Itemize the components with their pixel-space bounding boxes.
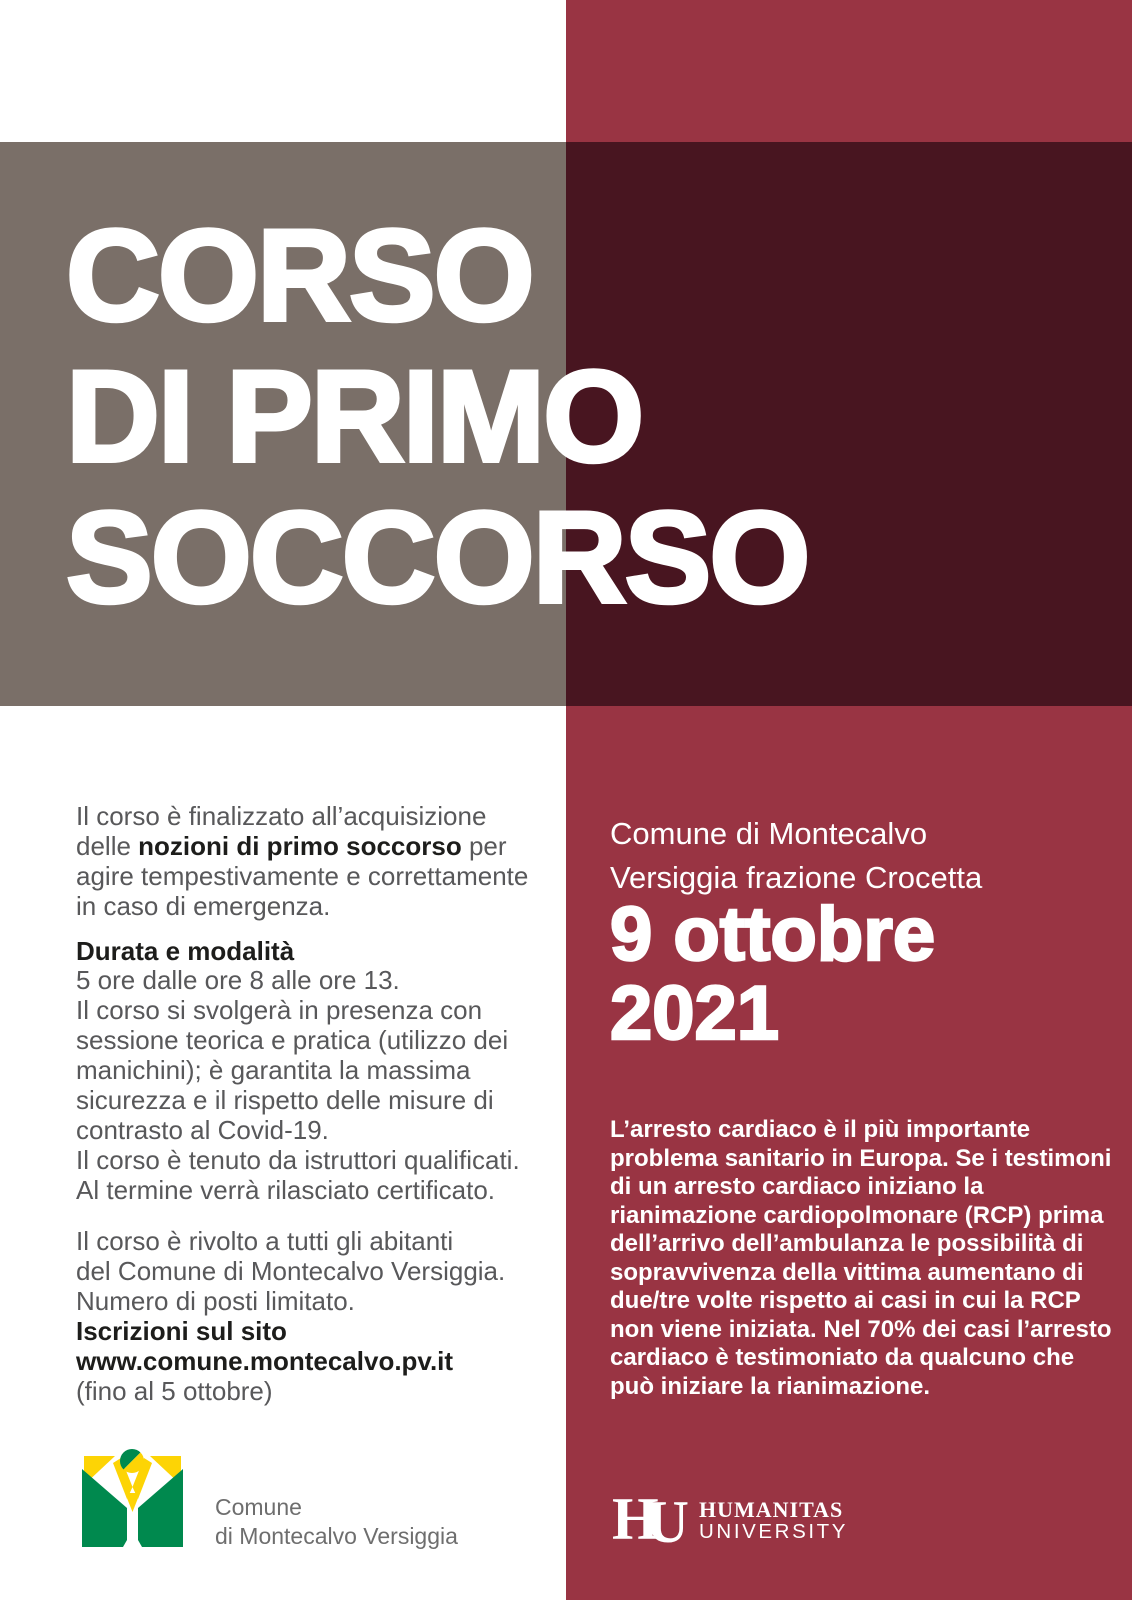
rbody-line: due/tre volte rispetto ai casi in cui la RCP: [610, 1287, 1081, 1314]
duration-line: 5 ore dalle ore 8 alle ore 13.: [76, 965, 400, 995]
poster-title: [66, 202, 809, 630]
date-line: 2021: [610, 971, 780, 1056]
event-date: [610, 892, 936, 1056]
intro-line-pre: delle: [76, 831, 139, 861]
signup-heading: Iscrizioni sul sito: [76, 1316, 287, 1346]
duration-line: manichini); è garantita la massima: [76, 1055, 471, 1085]
title-line-2: DI PRIMO: [66, 343, 643, 489]
duration-line: Il corso è tenuto da istruttori qualificati.: [76, 1145, 520, 1175]
municipality-name-line: Comune: [215, 1494, 302, 1520]
monogram-h: H: [612, 1486, 659, 1552]
humanitas-university-logo: [612, 1486, 849, 1555]
duration-line: Il corso si svolgerà in presenza con: [76, 995, 483, 1025]
top-right-red-band: [566, 0, 1132, 142]
rbody-line: di un arresto cardiaco iniziano la: [610, 1173, 984, 1200]
location-line: Versiggia frazione Crocetta: [610, 860, 983, 895]
humanitas-hu-monogram-icon: [612, 1486, 690, 1555]
monogram-u: U: [645, 1489, 690, 1555]
rbody-line: cardiaco è testimoniato da qualcuno che: [610, 1344, 1075, 1371]
rbody-line: problema sanitario in Europa. Se i testimoni: [610, 1144, 1112, 1172]
rbody-line: sopravvivenza della vittima aumentano di: [610, 1258, 1084, 1286]
intro-line-bold: nozioni di primo soccorso: [138, 831, 462, 861]
intro-line: [76, 831, 528, 861]
title-line-3: SOCCORSO: [66, 484, 809, 630]
humanitas-logo-words: [699, 1499, 848, 1543]
event-location: [610, 812, 982, 900]
rbody-line: rianimazione cardiopolmonare (RCP) prima: [610, 1201, 1104, 1229]
audience-paragraph: [76, 1226, 505, 1406]
duration-heading: Durata e modalità: [76, 936, 295, 966]
duration-paragraph: [76, 965, 520, 1205]
duration-line: Al termine verrà rilasciato certificato.: [76, 1175, 496, 1205]
rbody-line: può iniziare la rianimazione.: [610, 1372, 931, 1400]
humanitas-word: HUMANITAS: [699, 1497, 844, 1522]
audience-line: del Comune di Montecalvo Versiggia.: [76, 1256, 506, 1286]
title-line-1: CORSO: [66, 202, 533, 348]
intro-line: agire tempestivamente e correttamente: [76, 861, 529, 891]
rbody-line: L’arresto cardiaco è il più importante: [610, 1116, 1031, 1143]
location-line: Comune di Montecalvo: [610, 816, 928, 851]
municipality-logo-icon: [75, 1437, 190, 1554]
duration-line: sessione teorica e pratica (utilizzo dei: [76, 1025, 509, 1055]
cardiac-arrest-paragraph: [610, 1116, 1112, 1401]
audience-line: Il corso è rivolto a tutti gli abitanti: [76, 1226, 454, 1256]
duration-line: sicurezza e il rispetto delle misure di: [76, 1085, 494, 1115]
intro-line: Il corso è finalizzato all’acquisizione: [76, 801, 487, 831]
signup-deadline: (fino al 5 ottobre): [76, 1376, 273, 1406]
university-word: UNIVERSITY: [699, 1520, 849, 1543]
municipality-name-line: di Montecalvo Versiggia: [215, 1522, 458, 1549]
municipality-logo-text: [215, 1493, 458, 1550]
intro-paragraph: [76, 801, 528, 921]
audience-line: Numero di posti limitato.: [76, 1286, 355, 1316]
intro-line: in caso di emergenza.: [76, 891, 331, 921]
date-line: 9 ottobre: [610, 892, 936, 977]
rbody-line: non viene iniziata. Nel 70% dei casi l’arresto: [610, 1315, 1112, 1343]
website-url: www.comune.montecalvo.pv.it: [76, 1346, 454, 1376]
intro-line-post: per: [461, 831, 507, 861]
duration-line: contrasto al Covid-19.: [76, 1115, 329, 1145]
rbody-line: dell’arrivo dell’ambulanza le possibilità di: [610, 1230, 1084, 1257]
